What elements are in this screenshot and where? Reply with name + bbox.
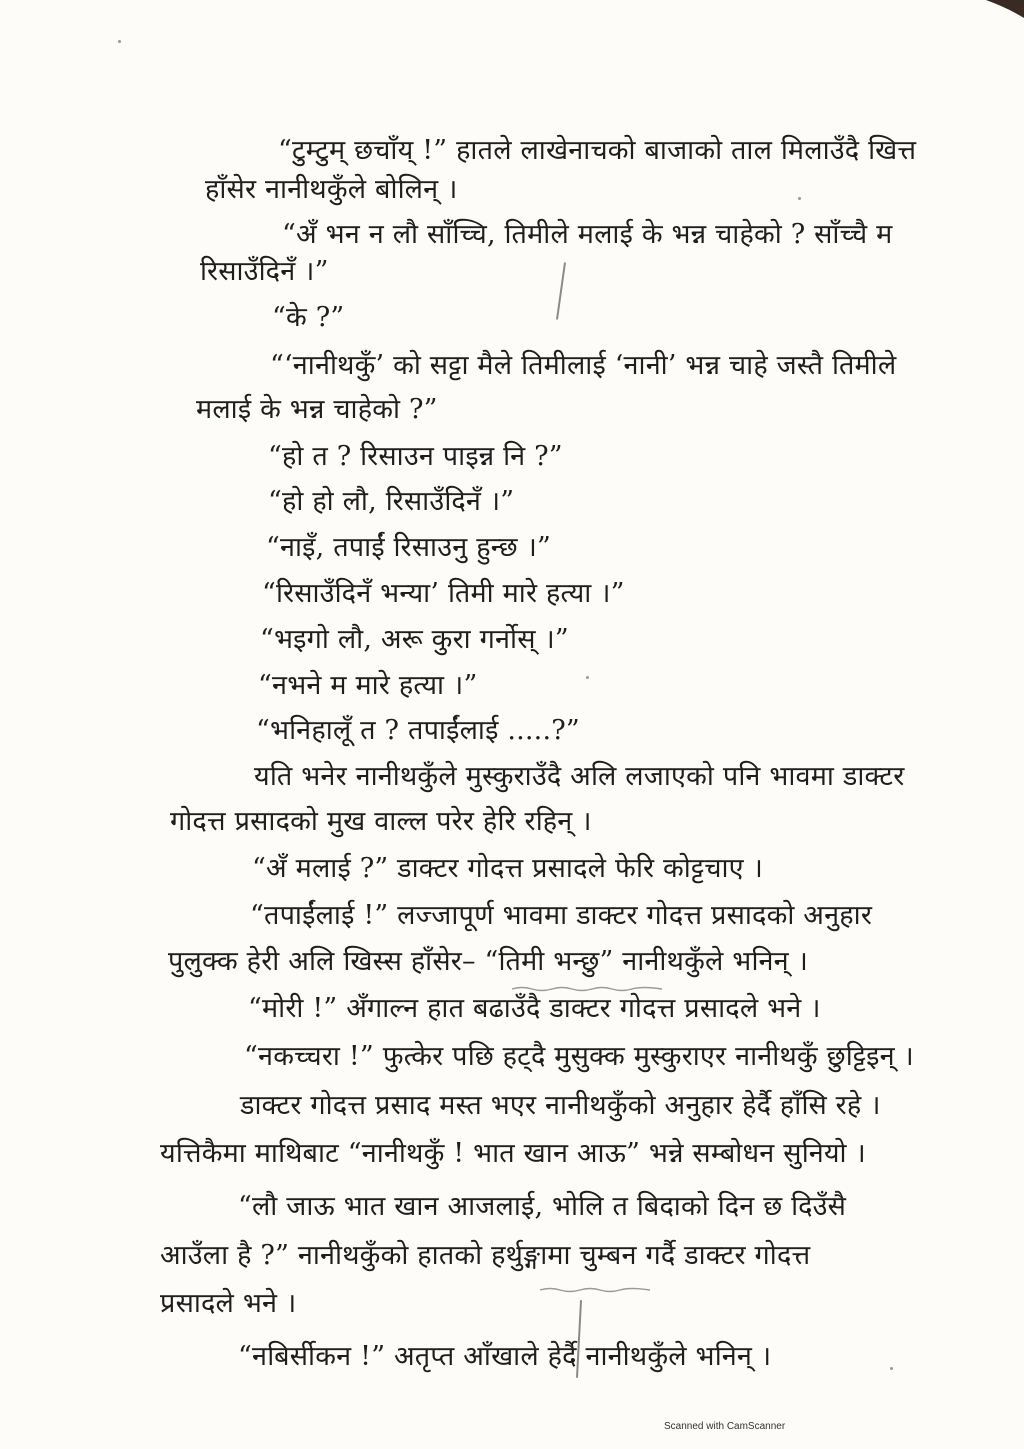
- text-line: यति भनेर नानीथकुँले मुस्कुराउँदै अलि लजाएको पनि भावमा डाक्टर: [254, 761, 905, 792]
- text-line: “नबिर्सीकन !” अतृप्त आँखाले हेर्दै नानीथकुँले भनिन् ।: [238, 1341, 772, 1372]
- text-line: “भइगो लौ, अरू कुरा गर्नोस् ।”: [260, 624, 569, 655]
- speck: [586, 676, 589, 679]
- text-line: “मोरी !” अँगाल्न हात बढाउँदै डाक्टर गोदत्त प्रसादले भने ।: [248, 993, 821, 1024]
- text-line: “हो हो लौ, रिसाउँदिनँ ।”: [268, 486, 515, 517]
- page-corner-mark: [964, 0, 1024, 22]
- pencil-underline: [540, 1287, 650, 1293]
- text-line: “भनिहालूँ त ? तपाईंलाई .....?”: [256, 715, 580, 746]
- text-line: रिसाउँदिनँ ।”: [200, 256, 329, 287]
- text-line: “नभने म मारे हत्या ।”: [258, 670, 478, 701]
- text-line: “नकच्चरा !” फुत्केर पछि हट्दै मुसुक्क मुस्कुराएर नानीथकुँ छुट्टिइन् ।: [244, 1041, 914, 1072]
- text-line: डाक्टर गोदत्त प्रसाद मस्त भएर नानीथकुँको अनुहार हेर्दै हाँसि रहे ।: [240, 1090, 881, 1121]
- text-line: “अँ मलाई ?” डाक्टर गोदत्त प्रसादले फेरि कोट्टचाए ।: [252, 853, 764, 884]
- speck: [890, 1367, 893, 1370]
- text-line: यत्तिकैमा माथिबाट “नानीथकुँ ! भात खान आऊ” भन्ने सम्बोधन सुनियो ।: [160, 1138, 866, 1169]
- text-line: “के ?”: [272, 302, 345, 333]
- text-line: पुलुक्क हेरी अलि खिस्स हाँसेर– “तिमी भन्छु” नानीथकुँले भनिन् ।: [168, 946, 809, 977]
- text-line: “‘नानीथकुँ’ को सट्टा मैले तिमीलाई ‘नानी’ भन्न चाहे जस्तै तिमीले: [270, 350, 897, 381]
- pencil-underline: [512, 986, 662, 992]
- text-line: हाँसेर नानीथकुँले बोलिन् ।: [205, 174, 458, 205]
- text-line: प्रसादले भने ।: [160, 1288, 297, 1319]
- pencil-mark: [556, 262, 566, 320]
- text-line: “तपाईंलाई !” लज्जापूर्ण भावमा डाक्टर गोदत्त प्रसादको अनुहार: [250, 900, 873, 931]
- text-line: “लौ जाऊ भात खान आजलाई, भोलि त बिदाको दिन छ दिउँसै: [238, 1191, 847, 1222]
- text-line: आउँला है ?” नानीथकुँको हातको हर्थुङ्गामा चुम्बन गर्दै डाक्टर गोदत्त: [160, 1240, 811, 1271]
- speck: [118, 40, 121, 43]
- text-line: “अँ भन न लौ साँच्चि, तिमीले मलाई के भन्न चाहेको ? साँच्चै म: [282, 219, 893, 250]
- text-line: गोदत्त प्रसादको मुख वाल्ल परेर हेरि रहिन् ।: [170, 806, 592, 837]
- text-line: मलाई के भन्न चाहेको ?”: [196, 394, 438, 425]
- speck: [798, 197, 801, 200]
- text-line: “हो त ? रिसाउन पाइन्न नि ?”: [268, 441, 563, 472]
- text-line: “नाइँ, तपाईं रिसाउनु हुन्छ ।”: [266, 532, 552, 563]
- text-line: “टुम्टुम् छचाँय् !” हातले लाखेनाचको बाजाको ताल मिलाउँदै खित्त: [278, 135, 917, 166]
- text-line: “रिसाउँदिनँ भन्या’ तिमी मारे हत्या ।”: [262, 578, 625, 609]
- scanner-watermark: Scanned with CamScanner: [664, 1421, 786, 1432]
